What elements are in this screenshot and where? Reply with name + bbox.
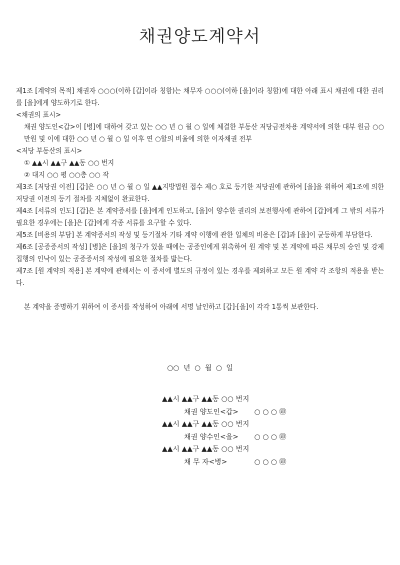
article-7: 제7조 [원 계약의 적용] 본 계약에 관해서는 이 증서에 별도의 규정이 있는 경우를 제외하고 모든 원 계약 각 조항의 적용을 받는다. [16,267,384,287]
signature-address: ▲▲시 ▲▲구 ▲▲동 ○○ 번지 [162,420,250,428]
signature-party: 채 무 자<병> [184,457,228,466]
signature-name: ○ ○ ○ ㊞ [254,457,287,466]
signature-party: 채권 양도인<갑> [184,407,239,416]
signature-line [16,431,384,444]
signature-block [16,393,384,468]
property-item-1: ① ▲▲시 ▲▲구 ▲▲동 ○○ 번지 [24,159,115,167]
signature-name: ○ ○ ○ ㊞ [254,432,287,441]
article-4: 제4조 [서류의 인도] [갑]은 본 계약증서를 [을]에게 인도하고, [을]이 양수한 권리의 보전행사에 관하여 [갑]에게 그 밖의 서류가 필요한 경우에는 [을]은 [갑]에게 각종 서류를 요구할 수 있다. [16,207,384,227]
article-5: 제5조 [비용의 부담] 본 계약증서의 작성 및 등기절차 기타 계약 이행에 관한 일체의 비용은 [갑]과 [을]이 균등하게 부담한다. [16,231,373,239]
document-title: 채권양도계약서 [139,27,261,47]
claim-text: 채권 양도인<갑>이 [병]에 대하여 갖고 있는 ○○ 년 ○ 월 ○ 일에 체결한 부동산 저당금전차용 계약서에 의한 대부 원금 ○○만원 및 이에 대한 ○○ 년 ○ 월 ○ 일 이후 연 ○할의 비율에 의한 이자채권 전부 [24,123,384,143]
signature-line [16,456,384,469]
property-heading: <저당 부동산의 표시> [16,147,83,155]
signature-line [16,406,384,419]
property-item-2: ② 대지 ○○ 평 ○○층 ○○ 작 [24,171,109,179]
spacer [16,289,384,301]
signature-party: 채권 양수인<을> [184,432,239,441]
signature-address: ▲▲시 ▲▲구 ▲▲동 ○○ 번지 [162,395,250,403]
contract-date: ○○ 년 ○ 월 ○ 일 [167,364,233,372]
claim-heading: <채권의 표시> [16,111,61,119]
signature-address: ▲▲시 ▲▲구 ▲▲동 ○○ 번지 [162,445,250,453]
article-1: 제1조 [계약의 목적] 채권자 ○○○(이하 [갑]이라 칭함)는 채무자 ○○○(이하 [을]이라 칭함)에 대한 아래 표시 채권에 대한 권리를 [을]에게 양도하기로 한다. [16,87,384,107]
signature-name: ○ ○ ○ ㊞ [254,407,287,416]
contract-body [16,85,384,313]
article-3: 제3조 [저당권 이전] [갑]은 ○○ 년 ○ 월 ○ 일 ▲▲지방법원 접수 제○ 호로 등기한 저당권에 관하여 [을]을 위하여 제1조에 의한 저당권 이전의 등기 절차를 지체없이 완료한다. [16,183,384,203]
article-6: 제6조 [공증증서의 작성] [병]은 [을]의 청구가 있을 때에는 공증인에게 위촉하여 원 계약 및 본 계약에 따른 채무의 승인 및 강제집행의 인낙이 있는 공증증서의 작성에 필요한 절차를 밟는다. [16,243,384,263]
closing-statement: 본 계약을 증명하기 위하여 이 증서를 작성하여 아래에 서명 날인하고 [갑]·[을]이 각각 1통씩 보관한다. [24,303,319,311]
